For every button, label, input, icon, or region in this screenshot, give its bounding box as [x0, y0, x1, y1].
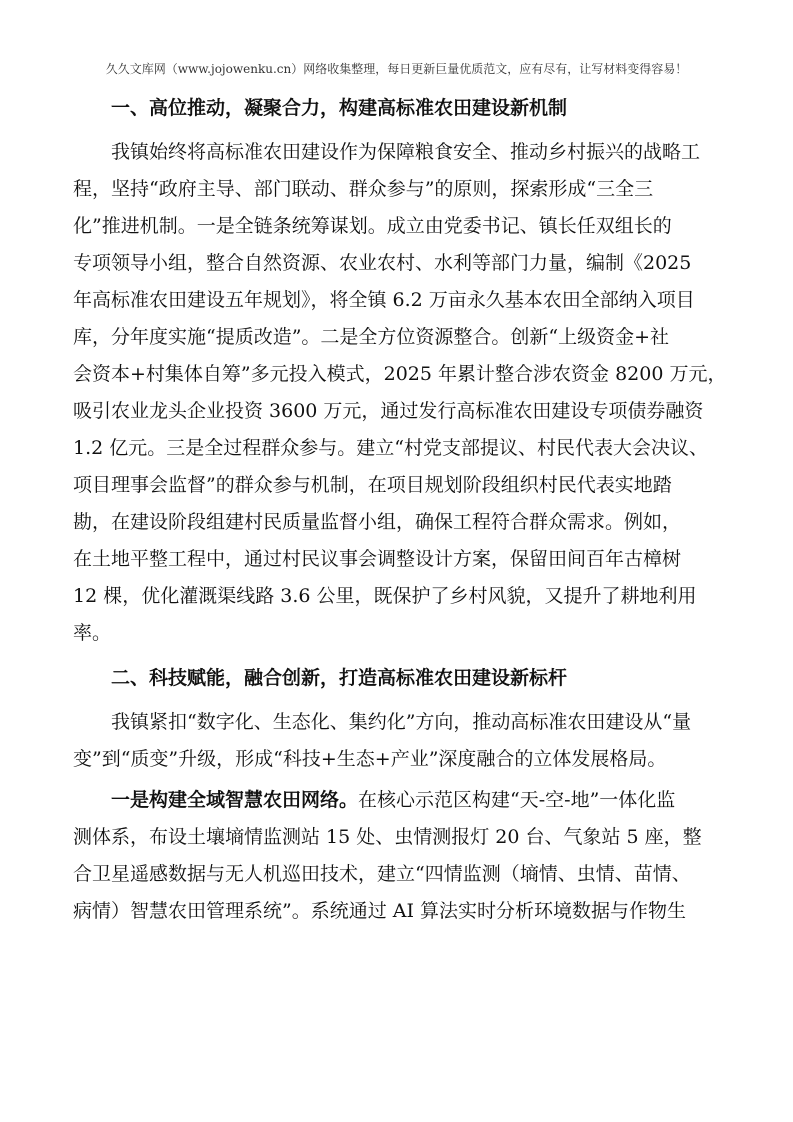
paragraph-line: 率。 — [73, 622, 112, 644]
section-2-intro-paragraph — [73, 704, 723, 778]
paragraph-line: 项目理事会监督”的群众参与机制，在项目规划阶段组织村民代表实地踏 — [73, 474, 672, 496]
point-lead-text: 一是构建全域智慧农田网络。 — [111, 789, 359, 811]
paragraph-line: 吸引农业龙头企业投资 3600 万元，通过发行高标准农田建设专项债券融资 — [73, 400, 704, 422]
paragraph-line: 年高标准农田建设五年规划》，将全镇 6.2 万亩永久基本农田全部纳入项目 — [73, 289, 695, 311]
paragraph-line: 病情）智慧农田管理系统”。系统通过 AI 算法实时分析环境数据与作物生 — [73, 900, 687, 922]
paragraph-line: 合卫星遥感数据与无人机巡田技术，建立“四情监测（墒情、虫情、苗情、 — [73, 863, 691, 885]
paragraph-line: 专项领导小组，整合自然资源、农业农村、水利等部门力量，编制《2025 — [73, 252, 692, 274]
paragraph-line: 12 棵，优化灌溉渠线路 3.6 公里，既保护了乡村风貌，又提升了耕地利用 — [73, 585, 697, 607]
point-text: 在核心示范区构建“天-空-地”一体化监 — [358, 789, 676, 811]
paragraph-line: 程，坚持“政府主导、部门联动、群众参与”的原则，探索形成“三全三 — [73, 178, 654, 200]
paragraph-line: 我镇紧扣“数字化、生态化、集约化”方向，推动高标准农田建设从“量 — [111, 711, 692, 733]
page-header: 久久文库网（www.jojowenku.cn）网络收集整理，每日更新巨量优质范文，应有尽有，让写材料变得容易！ — [105, 62, 688, 76]
paragraph-line: 库，分年度实施“提质改造”。二是全方位资源整合。创新“上级资金+社 — [73, 326, 670, 348]
paragraph-line: 变”到“质变”升级，形成“科技+生态+产业”深度融合的立体发展格局。 — [73, 748, 667, 770]
paragraph-line — [73, 782, 723, 819]
section-heading-1: 一、高位推动，凝聚合力，构建高标准农田建设新机制 — [111, 97, 568, 119]
paragraph-line: 在土地平整工程中，通过村民议事会调整设计方案，保留田间百年古樟树 — [73, 548, 682, 570]
paragraph-line: 会资本+村集体自筹”多元投入模式，2025 年累计整合涉农资金 8200 万元， — [73, 363, 727, 385]
paragraph-line: 化”推进机制。一是全链条统筹谋划。成立由党委书记、镇长任双组长的 — [73, 215, 672, 237]
section-2-point-1-paragraph — [73, 782, 723, 930]
section-1-paragraph — [73, 134, 727, 652]
document-body — [73, 90, 727, 930]
paragraph-line: 测体系，布设土壤墒情监测站 15 处、虫情测报灯 20 台、气象站 5 座，整 — [73, 826, 702, 848]
section-heading-2: 二、科技赋能，融合创新，打造高标准农田建设新标杆 — [111, 667, 568, 689]
paragraph-line: 勘，在建设阶段组建村民质量监督小组，确保工程符合群众需求。例如， — [73, 511, 682, 533]
paragraph-line: 1.2 亿元。三是全过程群众参与。建立“村党支部提议、村民代表大会决议、 — [73, 437, 708, 459]
paragraph-line: 我镇始终将高标准农田建设作为保障粮食安全、推动乡村振兴的战略工 — [111, 141, 701, 163]
